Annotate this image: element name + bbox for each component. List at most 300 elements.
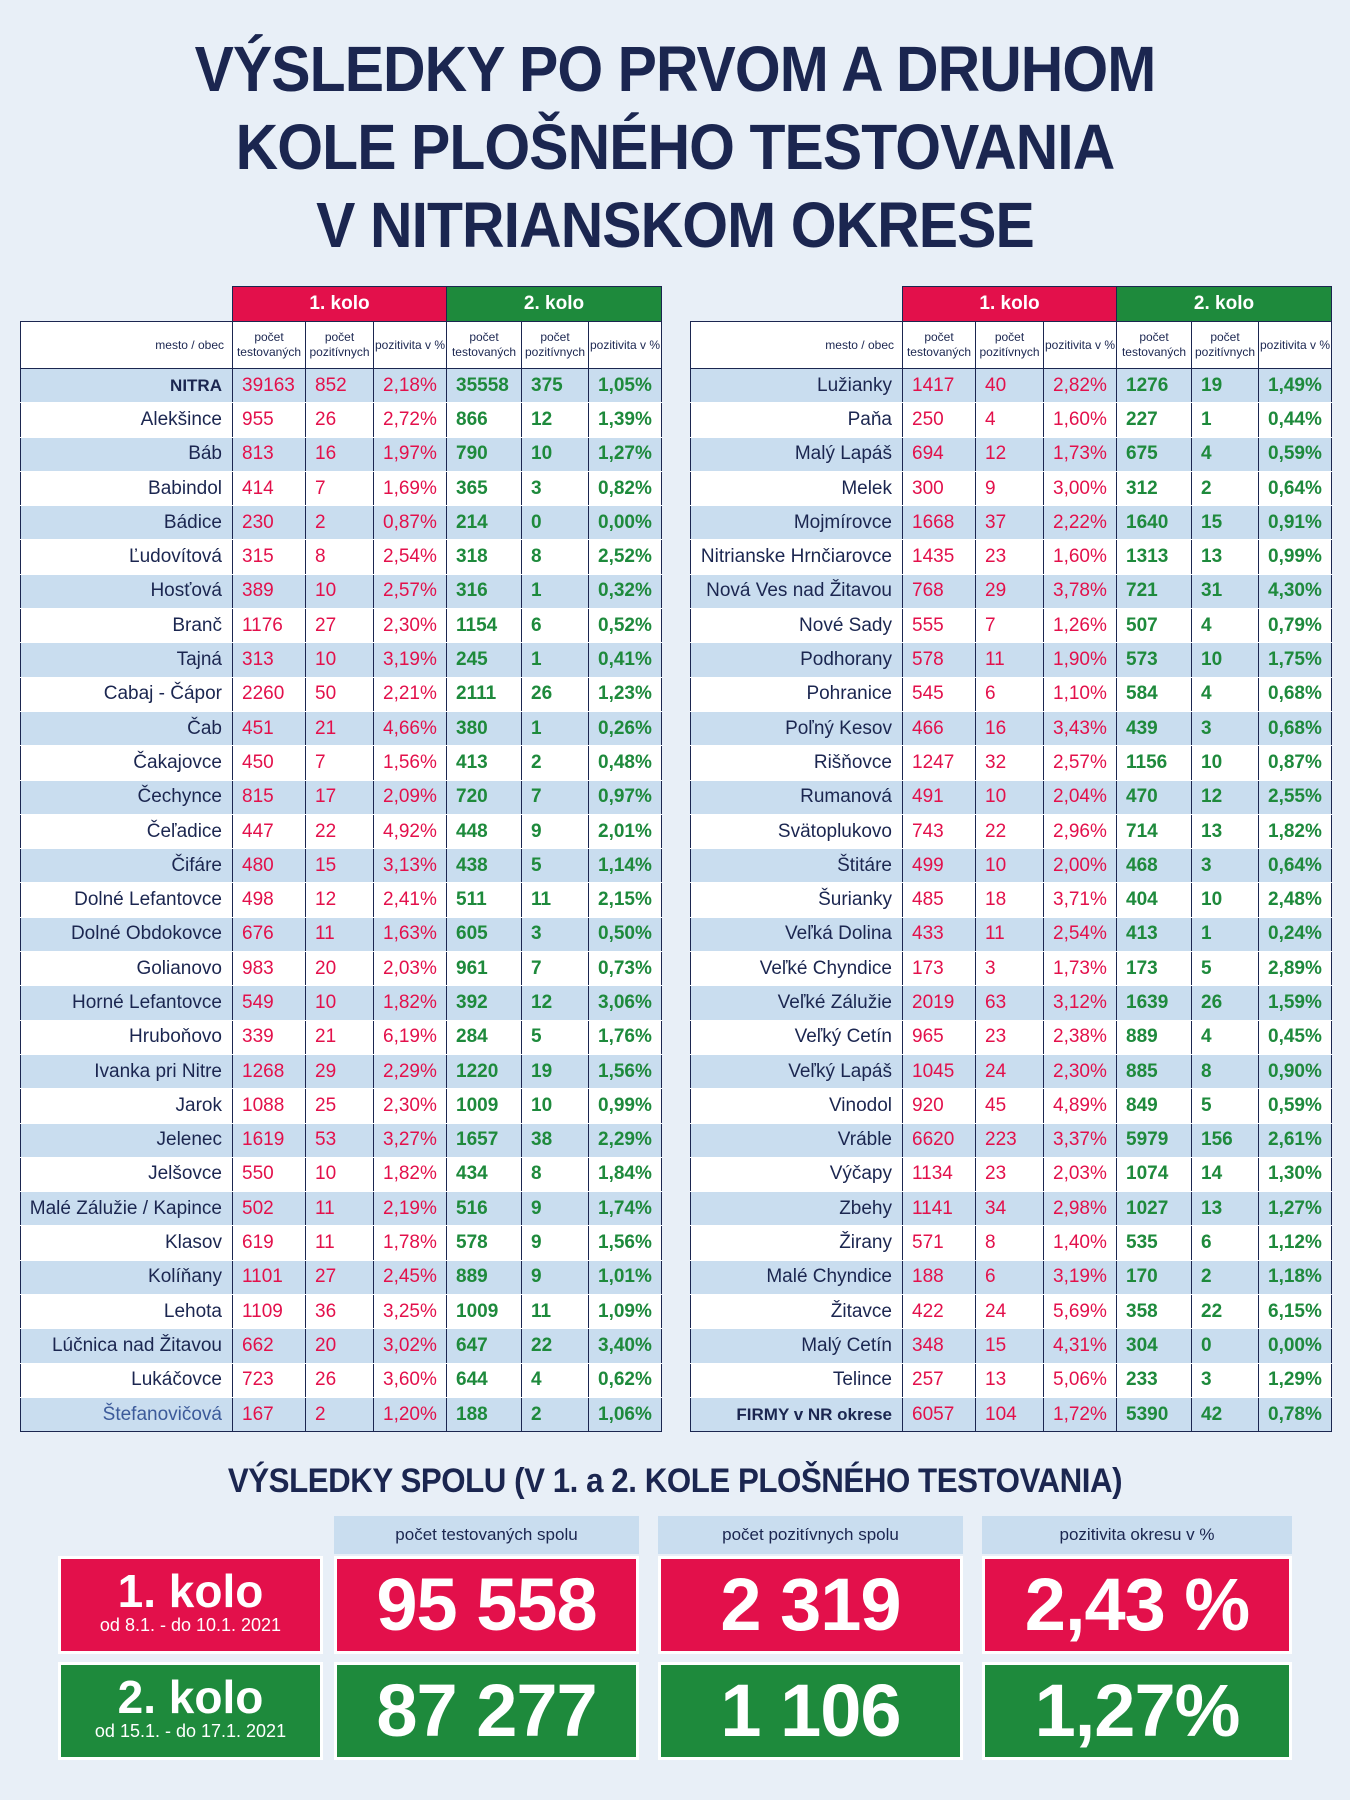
r2-positivity: 0,24% bbox=[1259, 917, 1332, 951]
r1-tested: 555 bbox=[903, 609, 976, 643]
title-line-1: VÝSLEDKY PO PRVOM A DRUHOM bbox=[194, 33, 1156, 105]
r1-positivity: 1,10% bbox=[1044, 677, 1117, 711]
r1-positive: 7 bbox=[306, 471, 374, 505]
r1-positive: 4 bbox=[976, 403, 1044, 437]
r1-positivity: 3,37% bbox=[1044, 1123, 1117, 1157]
table-row bbox=[691, 849, 1332, 883]
table-row bbox=[21, 471, 662, 505]
r2-tested: 448 bbox=[447, 814, 522, 848]
r1-tested: 167 bbox=[233, 1397, 306, 1431]
r2-tested: 1657 bbox=[447, 1123, 522, 1157]
r1-positive: 18 bbox=[976, 883, 1044, 917]
r2-positive: 5 bbox=[522, 1020, 589, 1054]
r2-tested: 1313 bbox=[1117, 540, 1192, 574]
r2-tested: 358 bbox=[1117, 1295, 1192, 1329]
r1-positivity: 2,54% bbox=[1044, 917, 1117, 951]
r2-tested: 573 bbox=[1117, 643, 1192, 677]
r1-positivity: 1,82% bbox=[374, 1157, 447, 1191]
r2-tested: 1640 bbox=[1117, 506, 1192, 540]
r1-positivity: 1,26% bbox=[1044, 609, 1117, 643]
r2-positivity: 2,89% bbox=[1259, 952, 1332, 986]
table-row bbox=[21, 403, 662, 437]
r2-positive: 5 bbox=[1192, 952, 1259, 986]
r2-positive: 15 bbox=[1192, 506, 1259, 540]
round1-tested-box bbox=[334, 1556, 639, 1654]
r1-tested: 389 bbox=[233, 574, 306, 608]
r2-positive: 22 bbox=[1192, 1295, 1259, 1329]
town-name: Zbehy bbox=[691, 1192, 903, 1226]
r1-positive: 36 bbox=[306, 1295, 374, 1329]
r1-positive: 10 bbox=[306, 1157, 374, 1191]
town-name: Telince bbox=[691, 1363, 903, 1397]
table-row bbox=[691, 471, 1332, 505]
town-name: Babindol bbox=[21, 471, 233, 505]
town-column-header: mesto / obec bbox=[691, 322, 903, 369]
r1-tested: 1088 bbox=[233, 1089, 306, 1123]
r1-positive: 10 bbox=[306, 574, 374, 608]
r2-positive: 2 bbox=[522, 746, 589, 780]
r1-positivity: 1,69% bbox=[374, 471, 447, 505]
r1-positive: 27 bbox=[306, 1260, 374, 1294]
r1-positivity: 2,98% bbox=[1044, 1192, 1117, 1226]
town-name: FIRMY v NR okrese bbox=[691, 1397, 903, 1431]
r2-tested: 1220 bbox=[447, 1054, 522, 1088]
r1-positivity: 2,04% bbox=[1044, 780, 1117, 814]
r1-positivity: 3,60% bbox=[374, 1363, 447, 1397]
r2-positive: 4 bbox=[1192, 677, 1259, 711]
r1-positive: 21 bbox=[306, 1020, 374, 1054]
r2-positive: 10 bbox=[1192, 643, 1259, 677]
r1-positive: 12 bbox=[976, 437, 1044, 471]
r1-tested: 1435 bbox=[903, 540, 976, 574]
r1-positive: 25 bbox=[306, 1089, 374, 1123]
r1-tested: 545 bbox=[903, 677, 976, 711]
r2-tested: 413 bbox=[447, 746, 522, 780]
town-name: Branč bbox=[21, 609, 233, 643]
r1-positivity: 1,20% bbox=[374, 1397, 447, 1431]
r2-positivity: 2,55% bbox=[1259, 780, 1332, 814]
r1-positive: 32 bbox=[976, 746, 1044, 780]
r1-tested: 300 bbox=[903, 471, 976, 505]
town-name: Rišňovce bbox=[691, 746, 903, 780]
r1-positivity: 3,19% bbox=[374, 643, 447, 677]
r1-positivity: 4,31% bbox=[1044, 1329, 1117, 1363]
r1-tested: 550 bbox=[233, 1157, 306, 1191]
r2-tested: 318 bbox=[447, 540, 522, 574]
r1-positive: 26 bbox=[306, 403, 374, 437]
round2-positive-box bbox=[658, 1662, 963, 1760]
table-row bbox=[21, 643, 662, 677]
table-row bbox=[691, 1089, 1332, 1123]
r1-tested: 498 bbox=[233, 883, 306, 917]
r2-positivity: 2,48% bbox=[1259, 883, 1332, 917]
r2-positive: 10 bbox=[522, 437, 589, 471]
town-name: Jelšovce bbox=[21, 1157, 233, 1191]
round2-label-box bbox=[58, 1662, 323, 1760]
table-row bbox=[691, 609, 1332, 643]
round1-dates: od 8.1. - do 10.1. 2021 bbox=[99, 1615, 282, 1635]
r1-tested: 313 bbox=[233, 643, 306, 677]
r1-tested: 188 bbox=[903, 1260, 976, 1294]
table-row bbox=[21, 883, 662, 917]
r1-positivity: 1,72% bbox=[1044, 1397, 1117, 1431]
town-name: Nové Sady bbox=[691, 609, 903, 643]
r1-positivity: 4,66% bbox=[374, 711, 447, 745]
town-name: Horné Lefantovce bbox=[21, 986, 233, 1020]
town-name: Výčapy bbox=[691, 1157, 903, 1191]
r1-positivity: 1,63% bbox=[374, 917, 447, 951]
r2-positive: 9 bbox=[522, 1192, 589, 1226]
r1-positive: 63 bbox=[976, 986, 1044, 1020]
town-name: Pohranice bbox=[691, 677, 903, 711]
r1-positive: 11 bbox=[976, 917, 1044, 951]
r2-positivity: 1,06% bbox=[589, 1397, 662, 1431]
r2-positive: 1 bbox=[522, 643, 589, 677]
r1-positivity: 2,82% bbox=[1044, 369, 1117, 403]
table-row bbox=[691, 711, 1332, 745]
r1-positivity: 5,06% bbox=[1044, 1363, 1117, 1397]
r2-positive: 4 bbox=[1192, 437, 1259, 471]
r1-tested: 450 bbox=[233, 746, 306, 780]
r1-tested: 1417 bbox=[903, 369, 976, 403]
r1-tested: 1109 bbox=[233, 1295, 306, 1329]
table-row bbox=[691, 1123, 1332, 1157]
table-row bbox=[21, 369, 662, 403]
r1-tested: 499 bbox=[903, 849, 976, 883]
table-row bbox=[691, 1295, 1332, 1329]
r1-positivity: 2,45% bbox=[374, 1260, 447, 1294]
r1-tested: 2019 bbox=[903, 986, 976, 1020]
town-name: Podhorany bbox=[691, 643, 903, 677]
r1-positivity: 2,03% bbox=[1044, 1157, 1117, 1191]
r1-positive: 10 bbox=[976, 849, 1044, 883]
r2-positive: 3 bbox=[522, 917, 589, 951]
r1-tested: 451 bbox=[233, 711, 306, 745]
r2-positive: 7 bbox=[522, 780, 589, 814]
r2-positivity: 0,87% bbox=[1259, 746, 1332, 780]
r2-positivity: 0,91% bbox=[1259, 506, 1332, 540]
town-name: Veľké Chyndice bbox=[691, 952, 903, 986]
summary-title: VÝSLEDKY SPOLU (V 1. a 2. KOLE PLOŠNÉHO TESTOVANIA) bbox=[227, 1462, 1123, 1500]
town-name: Rumanová bbox=[691, 780, 903, 814]
round1-label-box bbox=[58, 1556, 323, 1654]
r1-positive: 16 bbox=[306, 437, 374, 471]
r2-positivity: 1,27% bbox=[1259, 1192, 1332, 1226]
r2-tested: 227 bbox=[1117, 403, 1192, 437]
r1-positivity: 3,27% bbox=[374, 1123, 447, 1157]
r1-tested: 485 bbox=[903, 883, 976, 917]
town-name: Štefanovičová bbox=[21, 1397, 233, 1431]
r1-positive: 22 bbox=[306, 814, 374, 848]
round2-positive: 1 106 bbox=[720, 1669, 901, 1752]
round2-positivity-box bbox=[982, 1662, 1292, 1760]
r1-positive: 11 bbox=[306, 917, 374, 951]
r2-tested: 790 bbox=[447, 437, 522, 471]
r1-tested: 815 bbox=[233, 780, 306, 814]
table-row bbox=[691, 780, 1332, 814]
r1-positivity: 1,82% bbox=[374, 986, 447, 1020]
table-row bbox=[21, 1226, 662, 1260]
r1-positivity: 2,18% bbox=[374, 369, 447, 403]
r1-tested: 1101 bbox=[233, 1260, 306, 1294]
positivity-column-header: pozitivita v % bbox=[374, 322, 447, 369]
town-column-header: mesto / obec bbox=[21, 322, 233, 369]
r2-positivity: 2,15% bbox=[589, 883, 662, 917]
r1-tested: 723 bbox=[233, 1363, 306, 1397]
town-name: Lehota bbox=[21, 1295, 233, 1329]
r2-tested: 1027 bbox=[1117, 1192, 1192, 1226]
r2-positive: 42 bbox=[1192, 1397, 1259, 1431]
town-name: Poľný Kesov bbox=[691, 711, 903, 745]
town-name: Kolíňany bbox=[21, 1260, 233, 1294]
town-name: Lúčnica nad Žitavou bbox=[21, 1329, 233, 1363]
r2-tested: 1074 bbox=[1117, 1157, 1192, 1191]
r2-tested: 1009 bbox=[447, 1295, 522, 1329]
r1-positive: 50 bbox=[306, 677, 374, 711]
r2-positivity: 1,01% bbox=[589, 1260, 662, 1294]
town-name: Veľká Dolina bbox=[691, 917, 903, 951]
r2-tested: 439 bbox=[1117, 711, 1192, 745]
r1-positivity: 1,56% bbox=[374, 746, 447, 780]
r2-positive: 9 bbox=[522, 1260, 589, 1294]
r2-positive: 38 bbox=[522, 1123, 589, 1157]
table-row bbox=[21, 677, 662, 711]
r2-positive: 19 bbox=[1192, 369, 1259, 403]
town-name: Golianovo bbox=[21, 952, 233, 986]
table-row bbox=[691, 917, 1332, 951]
town-name: Veľké Zálužie bbox=[691, 986, 903, 1020]
r2-positivity: 1,75% bbox=[1259, 643, 1332, 677]
r2-tested: 511 bbox=[447, 883, 522, 917]
r2-positive: 10 bbox=[1192, 746, 1259, 780]
r2-positivity: 0,73% bbox=[589, 952, 662, 986]
table-row bbox=[691, 1157, 1332, 1191]
r2-positive: 8 bbox=[1192, 1054, 1259, 1088]
r2-positivity: 0,00% bbox=[589, 506, 662, 540]
town-name: Svätoplukovo bbox=[691, 814, 903, 848]
r2-tested: 170 bbox=[1117, 1260, 1192, 1294]
r1-tested: 965 bbox=[903, 1020, 976, 1054]
table-row bbox=[691, 1054, 1332, 1088]
r2-positivity: 0,41% bbox=[589, 643, 662, 677]
r1-positivity: 2,03% bbox=[374, 952, 447, 986]
r2-positive: 3 bbox=[1192, 1363, 1259, 1397]
r1-tested: 1247 bbox=[903, 746, 976, 780]
r2-tested: 866 bbox=[447, 403, 522, 437]
r1-tested: 447 bbox=[233, 814, 306, 848]
r1-positivity: 2,96% bbox=[1044, 814, 1117, 848]
r2-tested: 644 bbox=[447, 1363, 522, 1397]
page-title bbox=[54, 30, 1296, 264]
r1-tested: 1619 bbox=[233, 1123, 306, 1157]
r2-positivity: 1,09% bbox=[589, 1295, 662, 1329]
table-row bbox=[21, 1363, 662, 1397]
r2-positive: 156 bbox=[1192, 1123, 1259, 1157]
r2-positive: 9 bbox=[522, 814, 589, 848]
r2-positive: 3 bbox=[522, 471, 589, 505]
table-row bbox=[691, 369, 1332, 403]
r1-positive: 6 bbox=[976, 1260, 1044, 1294]
r2-positivity: 0,97% bbox=[589, 780, 662, 814]
table-row bbox=[691, 1020, 1332, 1054]
r1-positive: 11 bbox=[306, 1226, 374, 1260]
r1-tested: 1141 bbox=[903, 1192, 976, 1226]
r2-tested: 380 bbox=[447, 711, 522, 745]
town-name: Nitrianske Hrnčiarovce bbox=[691, 540, 903, 574]
r2-positive: 0 bbox=[1192, 1329, 1259, 1363]
r1-tested: 1045 bbox=[903, 1054, 976, 1088]
r1-tested: 768 bbox=[903, 574, 976, 608]
r1-positive: 13 bbox=[976, 1363, 1044, 1397]
town-name: Jarok bbox=[21, 1089, 233, 1123]
r2-positivity: 0,78% bbox=[1259, 1397, 1332, 1431]
r1-positivity: 3,02% bbox=[374, 1329, 447, 1363]
r2-tested: 1154 bbox=[447, 609, 522, 643]
table-row bbox=[21, 986, 662, 1020]
r1-positivity: 2,72% bbox=[374, 403, 447, 437]
r1-positive: 223 bbox=[976, 1123, 1044, 1157]
r1-tested: 466 bbox=[903, 711, 976, 745]
r2-tested: 304 bbox=[1117, 1329, 1192, 1363]
town-name: Vráble bbox=[691, 1123, 903, 1157]
r2-positive: 10 bbox=[522, 1089, 589, 1123]
r1-tested: 173 bbox=[903, 952, 976, 986]
r1-positivity: 2,30% bbox=[374, 1089, 447, 1123]
positive-column-header: počet pozitívnych bbox=[306, 322, 374, 369]
r2-positive: 31 bbox=[1192, 574, 1259, 608]
r1-tested: 348 bbox=[903, 1329, 976, 1363]
r1-positivity: 2,19% bbox=[374, 1192, 447, 1226]
town-name: Tajná bbox=[21, 643, 233, 677]
r2-tested: 35558 bbox=[447, 369, 522, 403]
r1-tested: 433 bbox=[903, 917, 976, 951]
r2-tested: 578 bbox=[447, 1226, 522, 1260]
r2-positivity: 1,49% bbox=[1259, 369, 1332, 403]
title-line-3: V NITRIANSKOM OKRESE bbox=[316, 189, 1034, 261]
table-row bbox=[691, 574, 1332, 608]
table-row bbox=[691, 677, 1332, 711]
round2-header: 2. kolo bbox=[447, 287, 662, 322]
r2-positive: 11 bbox=[522, 883, 589, 917]
r2-tested: 434 bbox=[447, 1157, 522, 1191]
r2-tested: 721 bbox=[1117, 574, 1192, 608]
table-row bbox=[691, 1363, 1332, 1397]
results-table-right bbox=[690, 286, 1332, 1432]
r1-tested: 549 bbox=[233, 986, 306, 1020]
town-name: Vinodol bbox=[691, 1089, 903, 1123]
r2-positive: 13 bbox=[1192, 814, 1259, 848]
r1-positivity: 2,21% bbox=[374, 677, 447, 711]
r1-positive: 24 bbox=[976, 1054, 1044, 1088]
town-name: Veľký Cetín bbox=[691, 1020, 903, 1054]
table-row bbox=[691, 403, 1332, 437]
town-name: Hosťová bbox=[21, 574, 233, 608]
table-row bbox=[691, 1260, 1332, 1294]
r1-positivity: 1,40% bbox=[1044, 1226, 1117, 1260]
r2-positivity: 1,12% bbox=[1259, 1226, 1332, 1260]
r2-tested: 714 bbox=[1117, 814, 1192, 848]
r2-tested: 647 bbox=[447, 1329, 522, 1363]
r2-tested: 584 bbox=[1117, 677, 1192, 711]
r1-positive: 23 bbox=[976, 1157, 1044, 1191]
r1-positive: 22 bbox=[976, 814, 1044, 848]
table-row bbox=[21, 1020, 662, 1054]
r2-tested: 849 bbox=[1117, 1089, 1192, 1123]
town-name: Klasov bbox=[21, 1226, 233, 1260]
r1-positivity: 1,78% bbox=[374, 1226, 447, 1260]
r1-positive: 8 bbox=[306, 540, 374, 574]
r1-tested: 743 bbox=[903, 814, 976, 848]
table-row bbox=[691, 1397, 1332, 1431]
town-name: Jelenec bbox=[21, 1123, 233, 1157]
r1-positive: 23 bbox=[976, 540, 1044, 574]
r1-positive: 20 bbox=[306, 952, 374, 986]
r1-positivity: 5,69% bbox=[1044, 1295, 1117, 1329]
r1-tested: 1134 bbox=[903, 1157, 976, 1191]
r1-positivity: 3,00% bbox=[1044, 471, 1117, 505]
r2-positivity: 1,76% bbox=[589, 1020, 662, 1054]
r1-positive: 15 bbox=[976, 1329, 1044, 1363]
r1-positivity: 3,12% bbox=[1044, 986, 1117, 1020]
round2-header: 2. kolo bbox=[1117, 287, 1332, 322]
r2-tested: 214 bbox=[447, 506, 522, 540]
r1-positive: 29 bbox=[306, 1054, 374, 1088]
r2-positivity: 1,30% bbox=[1259, 1157, 1332, 1191]
round1-header: 1. kolo bbox=[903, 287, 1117, 322]
round1-positivity: 2,43 % bbox=[1024, 1563, 1250, 1646]
r2-positivity: 0,00% bbox=[1259, 1329, 1332, 1363]
town-name: Dolné Obdokovce bbox=[21, 917, 233, 951]
r1-positive: 104 bbox=[976, 1397, 1044, 1431]
table-row bbox=[21, 1260, 662, 1294]
r1-positive: 11 bbox=[306, 1192, 374, 1226]
r1-tested: 571 bbox=[903, 1226, 976, 1260]
r1-positive: 16 bbox=[976, 711, 1044, 745]
town-name: Nová Ves nad Žitavou bbox=[691, 574, 903, 608]
town-name: Alekšince bbox=[21, 403, 233, 437]
table-row bbox=[691, 952, 1332, 986]
table-row bbox=[21, 1192, 662, 1226]
r2-positive: 8 bbox=[522, 1157, 589, 1191]
r2-positive: 14 bbox=[1192, 1157, 1259, 1191]
r2-tested: 1276 bbox=[1117, 369, 1192, 403]
r2-positive: 8 bbox=[522, 540, 589, 574]
r1-positivity: 3,78% bbox=[1044, 574, 1117, 608]
r2-tested: 365 bbox=[447, 471, 522, 505]
table-row bbox=[21, 952, 662, 986]
table-row bbox=[691, 437, 1332, 471]
r2-tested: 5979 bbox=[1117, 1123, 1192, 1157]
r2-tested: 889 bbox=[1117, 1020, 1192, 1054]
table-row bbox=[21, 437, 662, 471]
r2-positivity: 1,23% bbox=[589, 677, 662, 711]
town-name: Dolné Lefantovce bbox=[21, 883, 233, 917]
r1-positive: 17 bbox=[306, 780, 374, 814]
r1-tested: 250 bbox=[903, 403, 976, 437]
town-name: Žitavce bbox=[691, 1295, 903, 1329]
r2-tested: 312 bbox=[1117, 471, 1192, 505]
r1-tested: 339 bbox=[233, 1020, 306, 1054]
r2-positive: 2 bbox=[522, 1397, 589, 1431]
town-name: Čeľadice bbox=[21, 814, 233, 848]
r1-tested: 491 bbox=[903, 780, 976, 814]
r1-positivity: 2,00% bbox=[1044, 849, 1117, 883]
r1-positive: 8 bbox=[976, 1226, 1044, 1260]
table-row bbox=[21, 746, 662, 780]
r1-positivity: 2,38% bbox=[1044, 1020, 1117, 1054]
r2-positivity: 2,29% bbox=[589, 1123, 662, 1157]
r2-tested: 5390 bbox=[1117, 1397, 1192, 1431]
